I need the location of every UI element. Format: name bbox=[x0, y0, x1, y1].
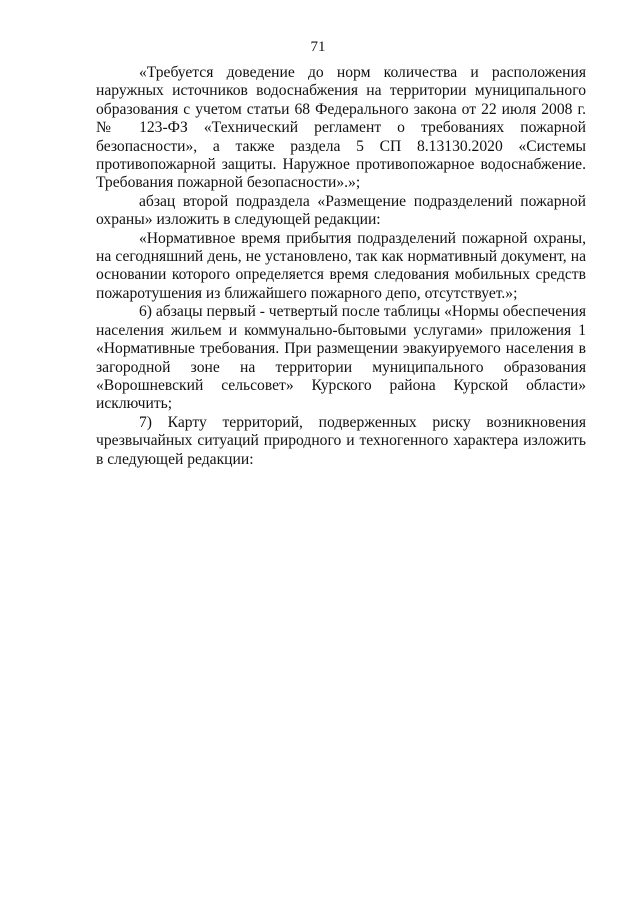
paragraph-second-abzac: абзац второй подраздела «Размещение подразделений пожарной охраны» изложить в следующей редакции: bbox=[96, 192, 586, 229]
paragraph-quote-water-supply: «Требуется доведение до норм количества и расположения наружных источников водоснабжения на территории муниципального образования с учетом статьи 68 Федерального закона от 22 июля 2008 г. № 123-ФЗ «Технический регламент о требованиях пожарной безопасности», а также раздела 5 СП 8.13130.2020 «Системы противопожарной защиты. Наружное противопожарное водоснабжение. Требования пожарной безопасности».»; bbox=[96, 64, 586, 192]
paragraph-item-6: 6) абзацы первый - четвертый после таблицы «Нормы обеспечения населения жильем и коммунально-бытовыми услугами» приложения 1 «Нормативные требования. При размещении эвакуируемого населения в загородной зоне на территории муниципального образования «Ворошневский сельсовет» Курского района Курской области» исключить; bbox=[96, 303, 586, 413]
page-number: 71 bbox=[310, 39, 326, 55]
document-body bbox=[96, 64, 586, 469]
paragraph-item-7: 7) Карту территорий, подверженных риску возникновения чрезвычайных ситуаций природного и техногенного характера изложить в следующей редакции: bbox=[96, 413, 586, 468]
paragraph-quote-fire-arrival-time: «Нормативное время прибытия подразделений пожарной охраны, на сегодняшний день, не установлено, так как нормативный документ, на основании которого определяется время следования мобильных средств пожаротушения из ближайшего пожарного депо, отсутствует.»; bbox=[96, 229, 586, 302]
